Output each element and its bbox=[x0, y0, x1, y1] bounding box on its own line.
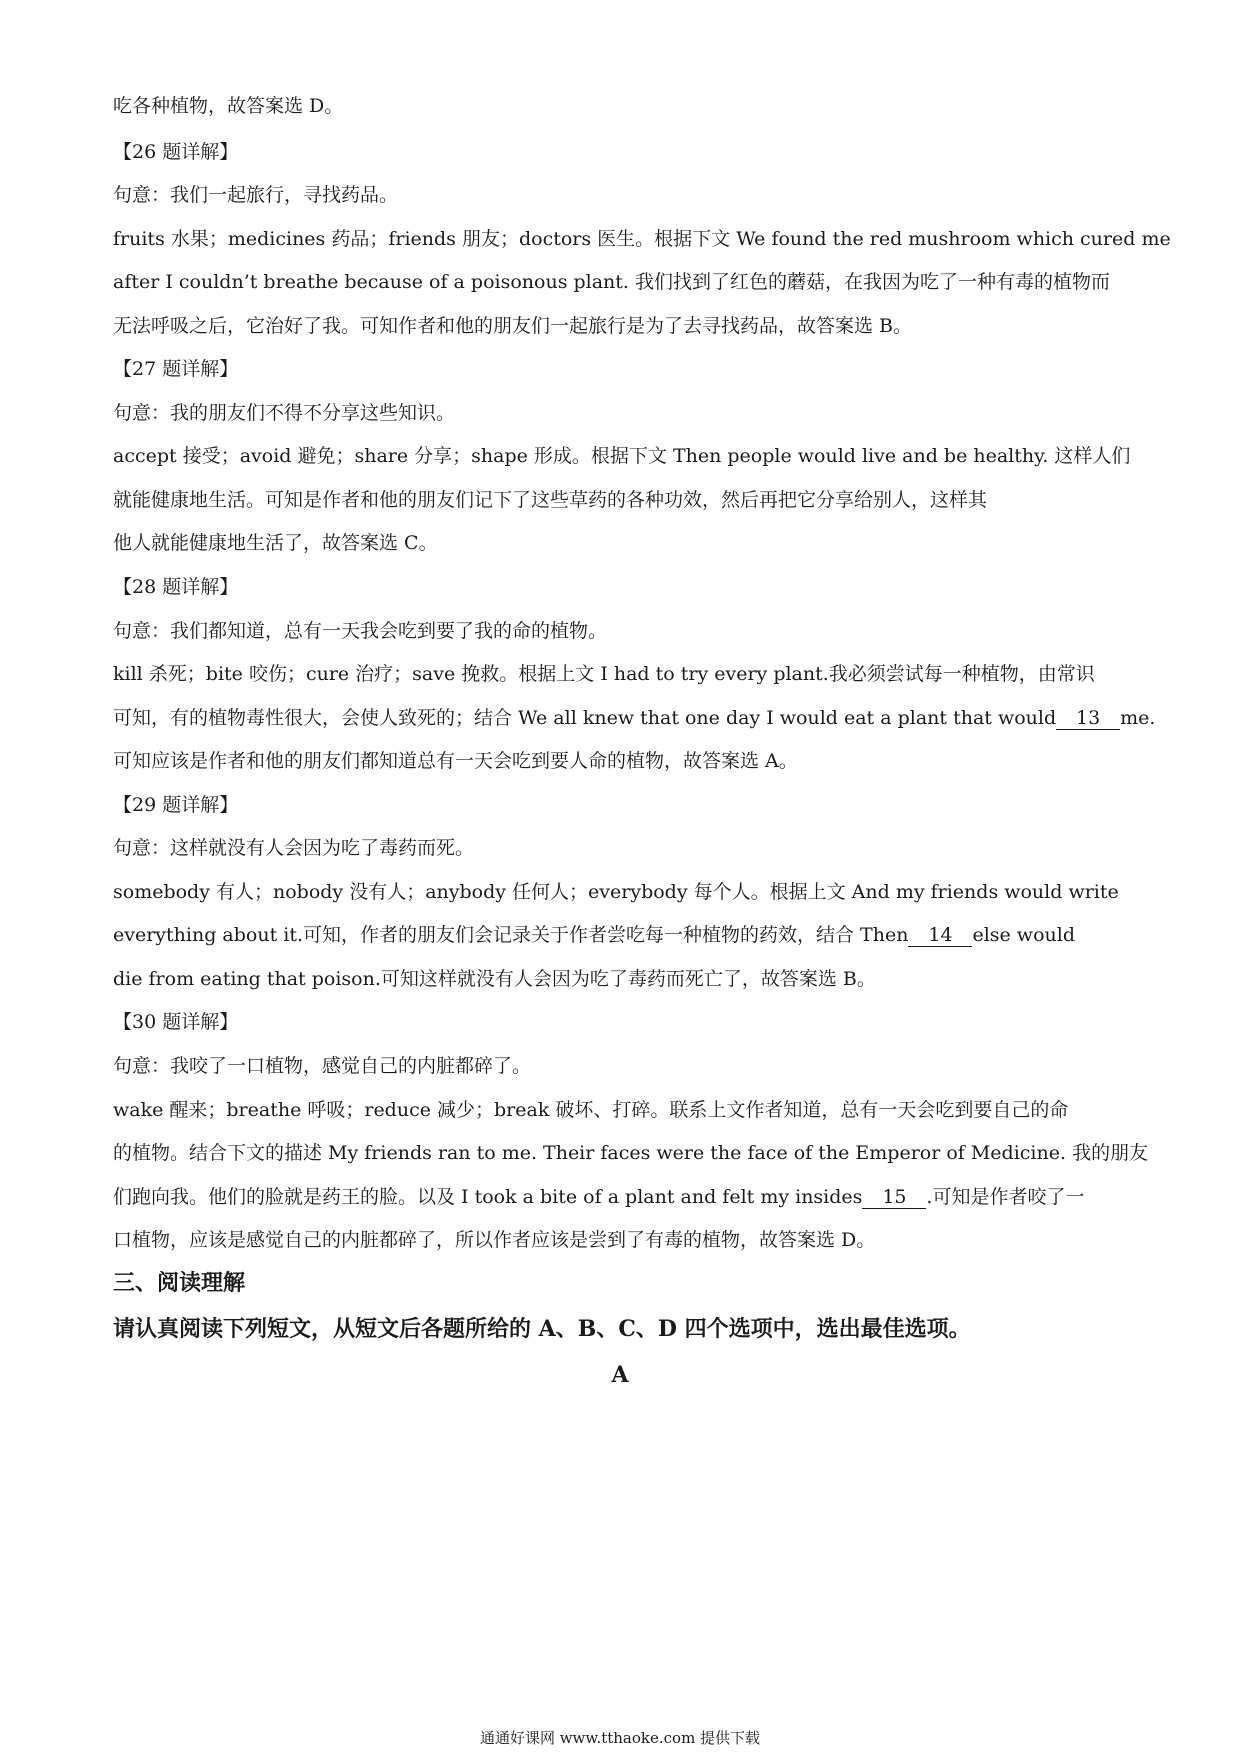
explanation-text: 可知，有的植物毒性很大，会使人致死的；结合 We all knew that one day I would eat a plant that would bbox=[113, 707, 1057, 729]
question-30-heading: 【30 题详解】 bbox=[113, 1011, 239, 1033]
explanation-text: me. bbox=[1120, 707, 1156, 729]
question-27-heading: 【27 题详解】 bbox=[113, 358, 239, 380]
blank-15: 15 bbox=[862, 1186, 926, 1209]
question-26-explanation-line: after I couldn’t breathe because of a poisonous plant. 我们找到了红色的蘑菇，在我因为吃了一种有毒的植物而 bbox=[113, 271, 1111, 293]
section-title: 三、阅读理解 bbox=[113, 1270, 246, 1296]
question-30-explanation-line bbox=[113, 1183, 1133, 1211]
question-29-explanation-line: somebody 有人；nobody 没有人；anybody 任何人；everybody 每个人。根据上文 And my friends would write bbox=[113, 881, 1119, 903]
question-26-heading: 【26 题详解】 bbox=[113, 141, 239, 163]
question-29-meaning: 句意：这样就没有人会因为吃了毒药而死。 bbox=[113, 837, 475, 859]
question-30-explanation-line: 的植物。结合下文的描述 My friends ran to me. Their faces were the face of the Emperor of Medicine. 我的朋友 bbox=[113, 1142, 1149, 1164]
question-28-heading: 【28 题详解】 bbox=[113, 576, 239, 598]
question-28-explanation-line: kill 杀死；bite 咬伤；cure 治疗；save 挽救。根据上文 I had to try every plant.我必须尝试每一种植物，由常识 bbox=[113, 663, 1095, 685]
question-26-explanation-line: fruits 水果；medicines 药品；friends 朋友；doctors 医生。根据下文 We found the red mushroom which cured me bbox=[113, 228, 1171, 250]
question-30-explanation-line: wake 醒来；breathe 呼吸；reduce 减少；break 破坏、打碎。联系上文作者知道，总有一天会吃到要自己的命 bbox=[113, 1099, 1069, 1121]
answer-text-line: 吃各种植物，故答案选 D。 bbox=[113, 95, 344, 117]
question-28-meaning: 句意：我们都知道，总有一天我会吃到要了我的命的植物。 bbox=[113, 620, 608, 642]
question-30-meaning: 句意：我咬了一口植物，感觉自己的内脏都碎了。 bbox=[113, 1055, 532, 1077]
explanation-text: .可知是作者咬了一 bbox=[926, 1186, 1085, 1208]
question-29-heading: 【29 题详解】 bbox=[113, 794, 239, 816]
section-instruction: 请认真阅读下列短文，从短文后各题所给的 A、B、C、D 四个选项中，选出最佳选项。 bbox=[113, 1316, 971, 1342]
blank-13: 13 bbox=[1056, 707, 1120, 730]
question-28-explanation-line bbox=[113, 704, 1156, 732]
question-27-explanation-line: 就能健康地生活。可知是作者和他的朋友们记下了这些草药的各种功效，然后再把它分享给别人，这样其 bbox=[113, 489, 988, 511]
blank-14: 14 bbox=[908, 924, 972, 947]
question-26-meaning: 句意：我们一起旅行，寻找药品。 bbox=[113, 184, 399, 206]
question-29-explanation-line bbox=[113, 921, 1133, 949]
question-27-explanation-line: 他人就能健康地生活了，故答案选 C。 bbox=[113, 532, 438, 554]
question-26-explanation-line: 无法呼吸之后，它治好了我。可知作者和他的朋友们一起旅行是为了去寻找药品，故答案选 B。 bbox=[113, 315, 913, 337]
question-27-explanation-line: accept 接受；avoid 避免；share 分享；shape 形成。根据下文 Then people would live and be healthy. 这样人们 bbox=[113, 445, 1131, 467]
footer-text: 通通好课网 www.tthaoke.com 提供下载 bbox=[479, 1729, 761, 1747]
question-30-explanation-line: 口植物，应该是感觉自己的内脏都碎了，所以作者应该是尝到了有毒的植物，故答案选 D。 bbox=[113, 1229, 876, 1251]
question-28-explanation-line: 可知应该是作者和他的朋友们都知道总有一天会吃到要人命的植物，故答案选 A。 bbox=[113, 750, 798, 772]
passage-letter: A bbox=[611, 1362, 629, 1388]
question-27-meaning: 句意：我的朋友们不得不分享这些知识。 bbox=[113, 402, 456, 424]
question-29-explanation-line: die from eating that poison.可知这样就没有人会因为吃了毒药而死亡了，故答案选 B。 bbox=[113, 968, 876, 990]
explanation-text: else would bbox=[972, 924, 1075, 946]
explanation-text: 们跑向我。他们的脸就是药王的脸。以及 I took a bite of a plant and felt my insides bbox=[113, 1186, 863, 1208]
explanation-text: everything about it.可知，作者的朋友们会记录关于作者尝吃每一种植物的药效，结合 Then bbox=[113, 924, 909, 946]
